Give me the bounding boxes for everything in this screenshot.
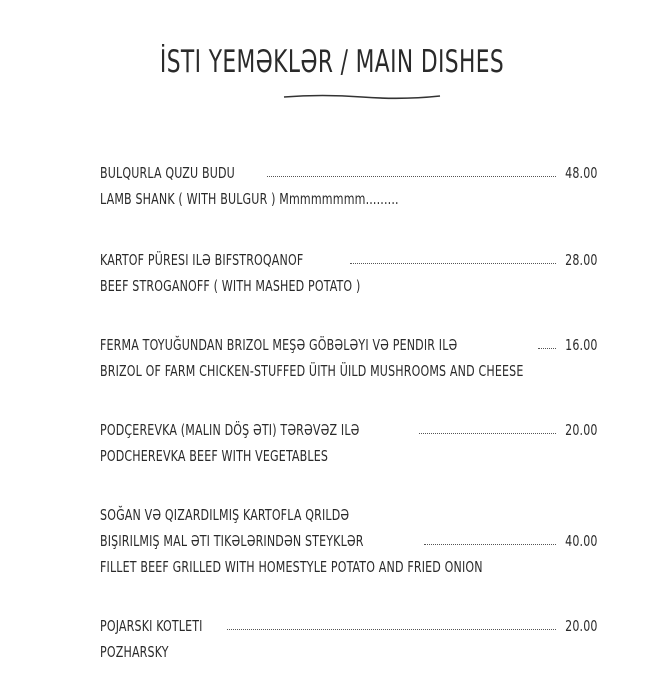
menu-item-name-en: LAMB SHANK ( WITH BULGUR ) Mmmmmmmm......... (100, 190, 399, 208)
menu-item (100, 328, 598, 380)
dotted-leader (267, 176, 557, 177)
dotted-leader (419, 433, 557, 434)
menu-item-name-az: POJARSKI KOTLETI (100, 617, 203, 635)
dotted-leader (424, 544, 557, 545)
menu-item-price: 48.00 (565, 164, 598, 182)
menu-item-name-row (100, 243, 598, 269)
menu-item-name-row (100, 328, 598, 354)
dotted-leader (350, 263, 556, 264)
menu-item-price: 16.00 (565, 336, 598, 354)
page-title: İSTI YEMƏKLƏR / MAIN DISHES (159, 44, 505, 80)
menu-item-name-az: FERMA TOYUĞUNDAN BRIZOL MEŞƏ GÖBƏLƏYI VƏ PENDIR ILƏ (100, 336, 458, 354)
menu-list (100, 156, 598, 694)
menu-item-name-en: PODCHEREVKA BEEF WITH VEGETABLES (100, 447, 329, 465)
title-underline-flourish (282, 92, 442, 100)
dotted-leader (538, 348, 556, 349)
menu-item (100, 413, 598, 465)
menu-item-price: 40.00 (565, 532, 598, 550)
menu-item-name-az-line1: SOĞAN VƏ QIZARDILMIŞ KARTOFLA QRILDƏ (100, 506, 350, 524)
menu-item-name-az: KARTOF PÜRESI ILƏ BIFSTROQANOF (100, 251, 304, 269)
menu-item-name-row (100, 156, 598, 182)
menu-item-price: 20.00 (565, 617, 598, 635)
menu-item-name-en: FILLET BEEF GRILLED WITH HOMESTYLE POTATO AND FRIED ONION (100, 558, 483, 576)
menu-item-name-en: BEEF STROGANOFF ( WITH MASHED POTATO ) (100, 277, 361, 295)
menu-item-price: 20.00 (565, 421, 598, 439)
menu-item (100, 156, 598, 208)
menu-item-name-row (100, 609, 598, 635)
menu-item-name-az: PODÇEREVKA (MALIN DÖŞ ƏTI) TƏRƏVƏZ ILƏ (100, 421, 360, 439)
menu-item-name-row (100, 413, 598, 439)
menu-item (100, 498, 598, 576)
dotted-leader (227, 629, 556, 630)
menu-item (100, 609, 598, 661)
menu-item-name-en: BRIZOL OF FARM CHICKEN-STUFFED ÜITH ÜILD MUSHROOMS AND CHEESE (100, 362, 524, 380)
menu-item-name-en: POZHARSKY (100, 643, 169, 661)
menu-item-name-az-line2: BIŞIRILMIŞ MAL ƏTI TIKƏLƏRINDƏN STEYKLƏR (100, 532, 364, 550)
menu-item-price: 28.00 (565, 251, 598, 269)
menu-item-name-az: BULQURLA QUZU BUDU (100, 164, 235, 182)
menu-item (100, 243, 598, 295)
menu-item-name-row (100, 524, 598, 550)
